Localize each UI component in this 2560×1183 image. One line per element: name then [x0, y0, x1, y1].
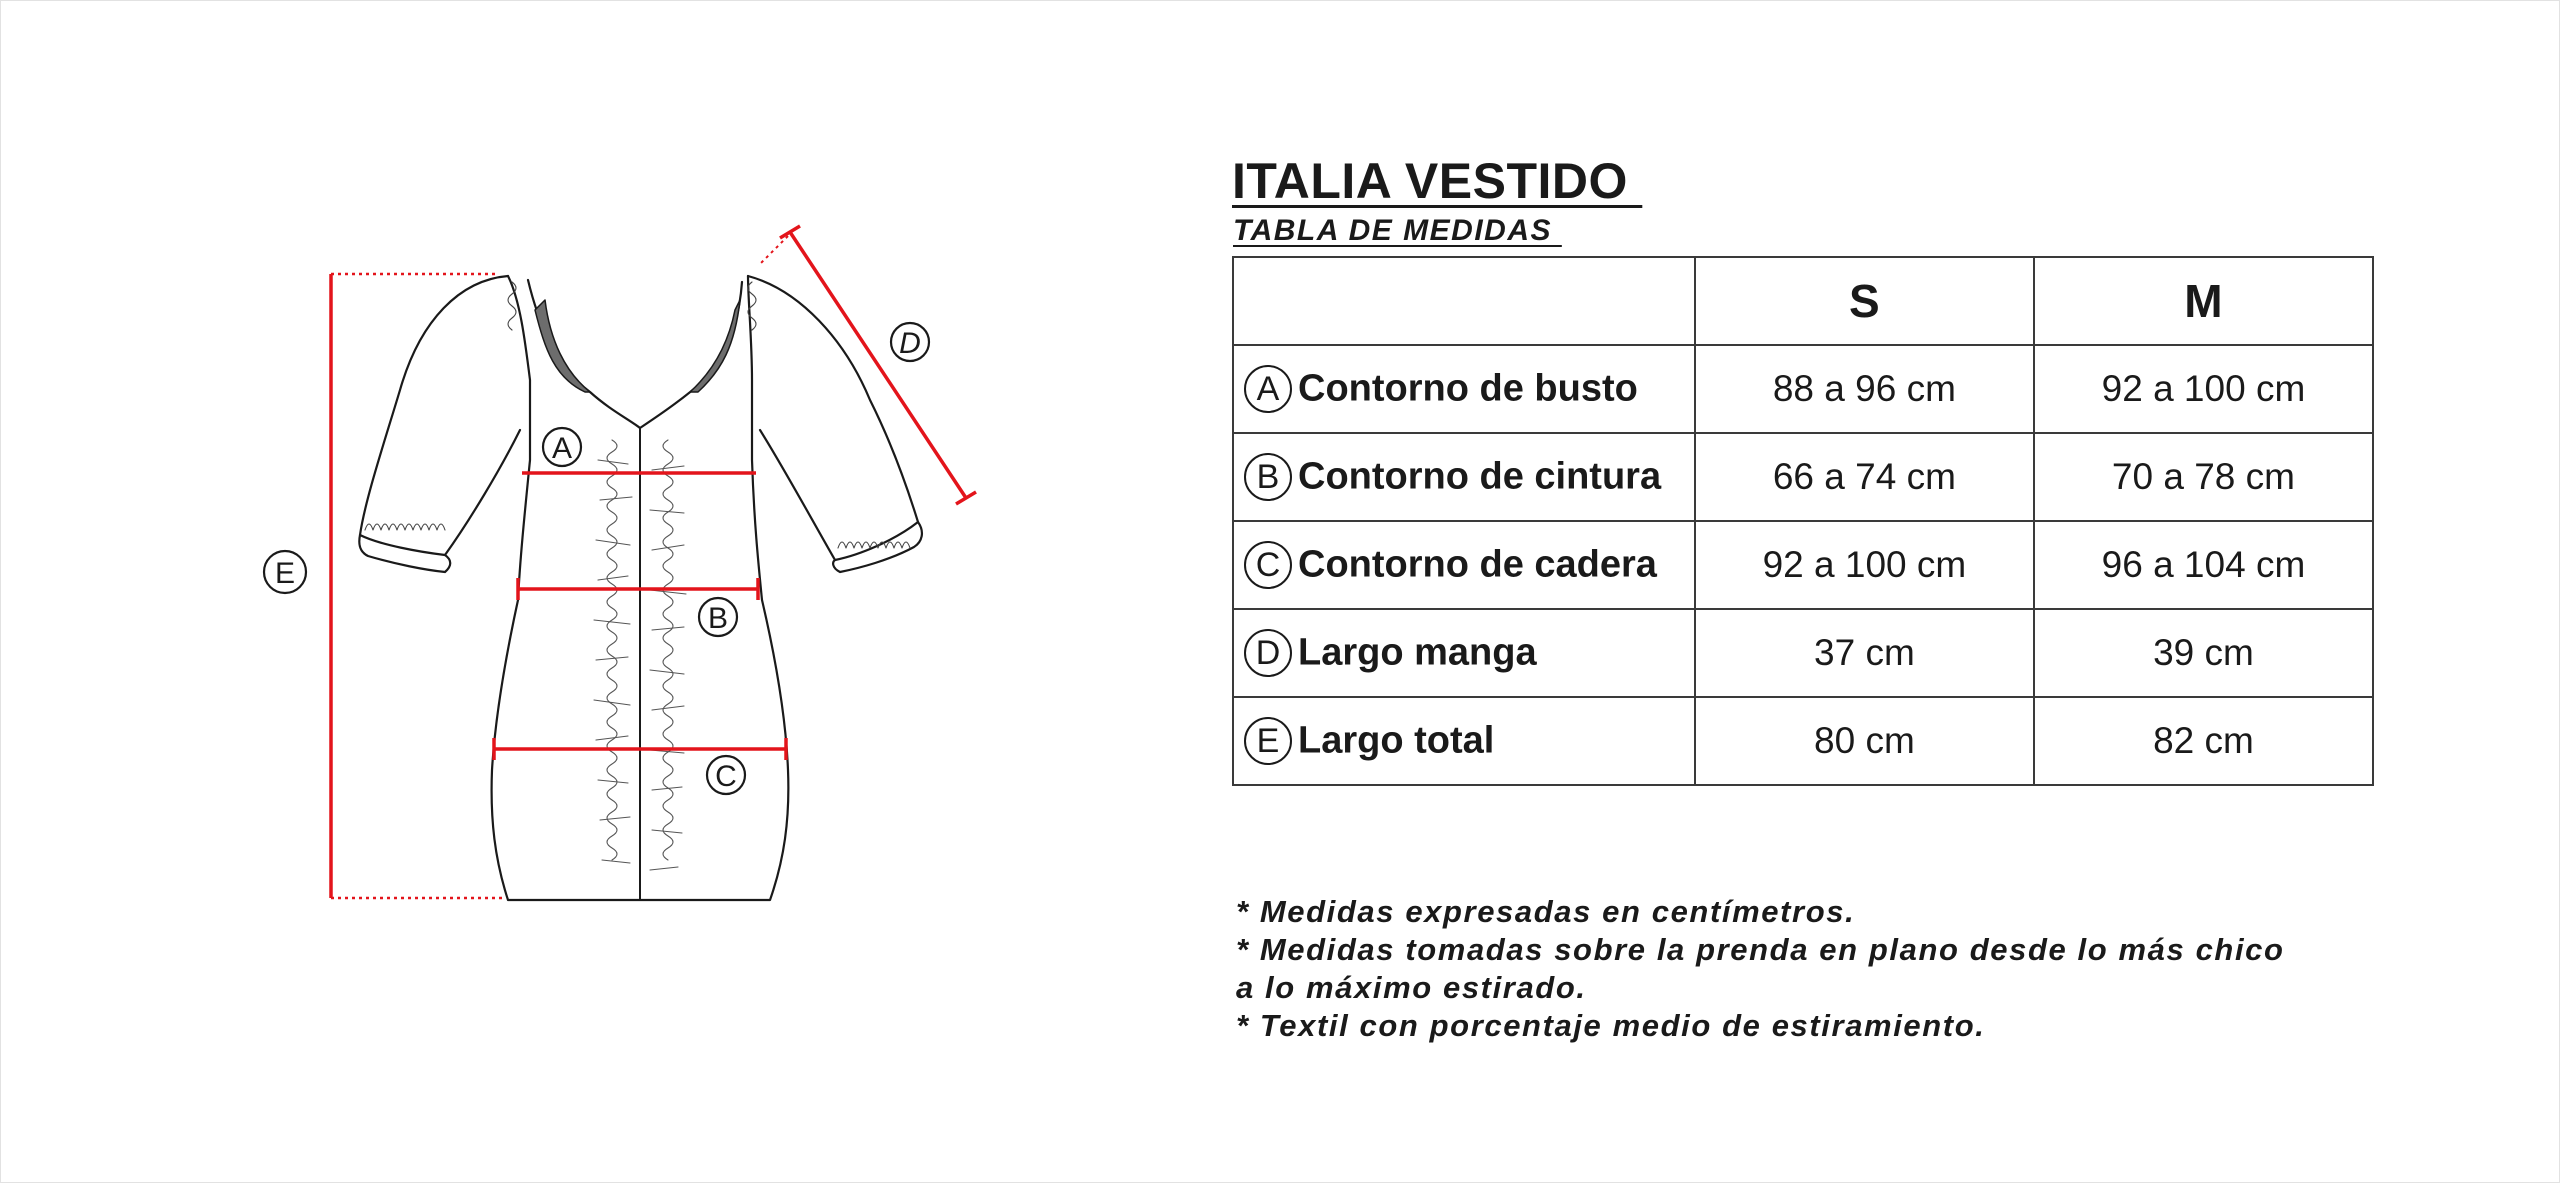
value-m: 39 cm — [2034, 609, 2373, 697]
value-s: 80 cm — [1695, 697, 2034, 785]
left-sleeve — [360, 276, 520, 555]
svg-text:D: D — [899, 327, 921, 360]
marker-a — [543, 428, 581, 466]
row-label: Largo total — [1298, 719, 1495, 762]
marker-d-badge: D — [1244, 629, 1292, 677]
marker-b — [699, 598, 737, 636]
value-s: 66 a 74 cm — [1695, 433, 2034, 521]
dress-diagram — [220, 200, 1080, 940]
value-m: 70 a 78 cm — [2034, 433, 2373, 521]
note-line: * Medidas expresadas en centímetros. — [1236, 894, 1856, 929]
row-label: Largo manga — [1298, 631, 1537, 674]
table-row — [1233, 697, 2373, 785]
row-label: Contorno de cintura — [1298, 455, 1662, 498]
table-row — [1233, 433, 2373, 521]
table-subtitle: TABLA DE MEDIDAS — [1233, 214, 1562, 247]
notes-block — [1236, 893, 2285, 1045]
table-row — [1233, 521, 2373, 609]
header-size-m: M — [2034, 257, 2373, 345]
value-s: 92 a 100 cm — [1695, 521, 2034, 609]
note-line: a lo máximo estirado. — [1236, 970, 1587, 1005]
row-label: Contorno de busto — [1298, 367, 1638, 410]
svg-text:E: E — [274, 557, 296, 590]
table-row — [1233, 345, 2373, 433]
table-row — [1233, 609, 2373, 697]
note-line: * Textil con porcentaje medio de estiramiento. — [1236, 1008, 1986, 1043]
marker-a-badge: A — [1244, 365, 1292, 413]
neck-lining — [535, 300, 590, 392]
right-sleeve — [748, 276, 918, 560]
svg-text:A: A — [551, 432, 573, 465]
size-table — [1232, 256, 2374, 786]
marker-b-badge: B — [1244, 453, 1292, 501]
note-line: * Medidas tomadas sobre la prenda en plano desde lo más chico — [1236, 932, 2285, 967]
marker-d — [891, 323, 929, 361]
marker-c-badge: C — [1244, 541, 1292, 589]
svg-text:B: B — [707, 602, 729, 635]
measure-d-line — [790, 232, 966, 498]
product-title: ITALIA VESTIDO — [1232, 153, 1643, 209]
value-m: 82 cm — [2034, 697, 2373, 785]
header-size-s: S — [1695, 257, 2034, 345]
value-m: 96 a 104 cm — [2034, 521, 2373, 609]
value-s: 88 a 96 cm — [1695, 345, 2034, 433]
header-blank — [1233, 257, 1695, 345]
marker-c — [707, 756, 745, 794]
svg-text:C: C — [715, 760, 737, 793]
row-label: Contorno de cadera — [1298, 543, 1657, 586]
table-header-row — [1233, 257, 2373, 345]
value-s: 37 cm — [1695, 609, 2034, 697]
value-m: 92 a 100 cm — [2034, 345, 2373, 433]
marker-e — [264, 551, 306, 593]
marker-e-badge: E — [1244, 717, 1292, 765]
